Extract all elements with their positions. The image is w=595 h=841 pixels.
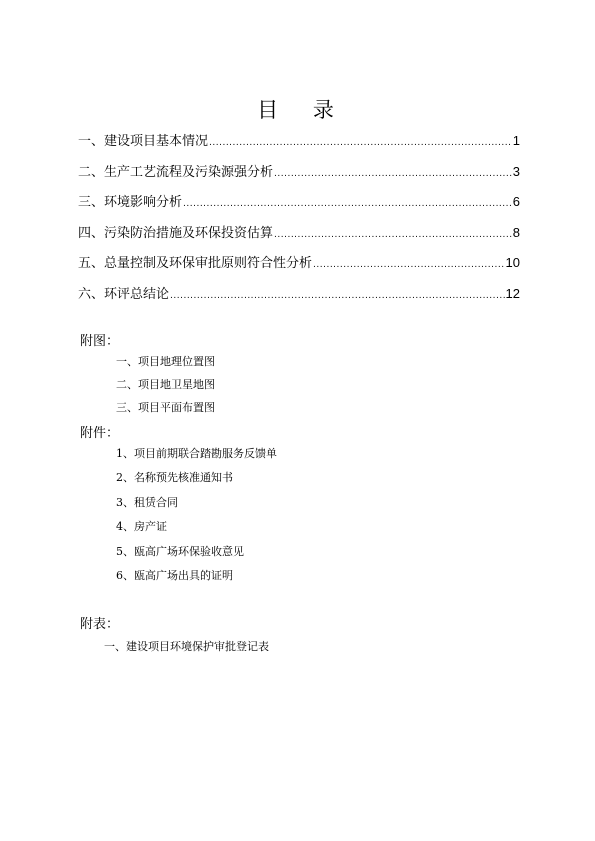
- toc-entry[interactable]: [78, 191, 520, 222]
- figures-list: [116, 350, 215, 419]
- figures-heading: 附图：: [80, 334, 120, 349]
- toc-entry-page: 1: [512, 133, 520, 148]
- attachment-item: 4、房产证: [116, 520, 167, 534]
- toc-entry-label: 五、总量控制及环保审批原则符合性分析: [78, 256, 313, 272]
- figure-item: 二、项目地卫星地图: [116, 378, 215, 391]
- attachments-heading: 附件：: [80, 426, 120, 441]
- attachment-item: 3、租赁合同: [116, 495, 178, 509]
- attachment-item: 2、名称预先核准通知书: [116, 471, 233, 485]
- toc-entry-label: 四、污染防治措施及环保投资估算: [78, 225, 274, 241]
- page-title: 目 录: [257, 98, 348, 122]
- toc-entry-page: 6: [512, 194, 520, 210]
- table-item: 一、建设项目环境保护审批登记表: [104, 640, 269, 653]
- table-of-contents: [78, 130, 520, 314]
- figure-item: 一、项目地理位置图: [116, 355, 215, 368]
- attachment-item: 5、瓯高广场环保验收意见: [116, 544, 244, 558]
- toc-leader-dots: [209, 139, 512, 148]
- toc-entry-page: 3: [512, 163, 520, 179]
- toc-entry[interactable]: [78, 130, 520, 161]
- attachments-list: [116, 442, 277, 588]
- toc-entry-label: 三、环境影响分析: [78, 195, 183, 211]
- toc-leader-dots: [183, 200, 512, 209]
- tables-heading: 附表：: [80, 617, 120, 632]
- toc-entry-page: 8: [512, 224, 520, 240]
- attachment-item: 6、瓯高广场出具的证明: [116, 568, 233, 582]
- toc-entry[interactable]: [78, 222, 520, 253]
- toc-entry-page: 10: [505, 255, 520, 271]
- figure-item: 三、项目平面布置图: [116, 401, 215, 414]
- toc-entry-label: 二、生产工艺流程及污染源强分析: [78, 164, 274, 180]
- toc-entry-label: 一、建设项目基本情况: [78, 134, 209, 149]
- toc-entry[interactable]: [78, 283, 520, 314]
- toc-entry[interactable]: [78, 161, 520, 192]
- toc-entry[interactable]: [78, 252, 520, 283]
- toc-leader-dots: [274, 170, 512, 179]
- toc-leader-dots: [313, 261, 505, 270]
- attachment-item: 1、项目前期联合踏勘服务反馈单: [116, 447, 277, 460]
- toc-leader-dots: [274, 231, 512, 240]
- toc-leader-dots: [170, 292, 505, 301]
- toc-entry-page: 12: [505, 285, 520, 301]
- toc-entry-label: 六、环评总结论: [78, 286, 170, 302]
